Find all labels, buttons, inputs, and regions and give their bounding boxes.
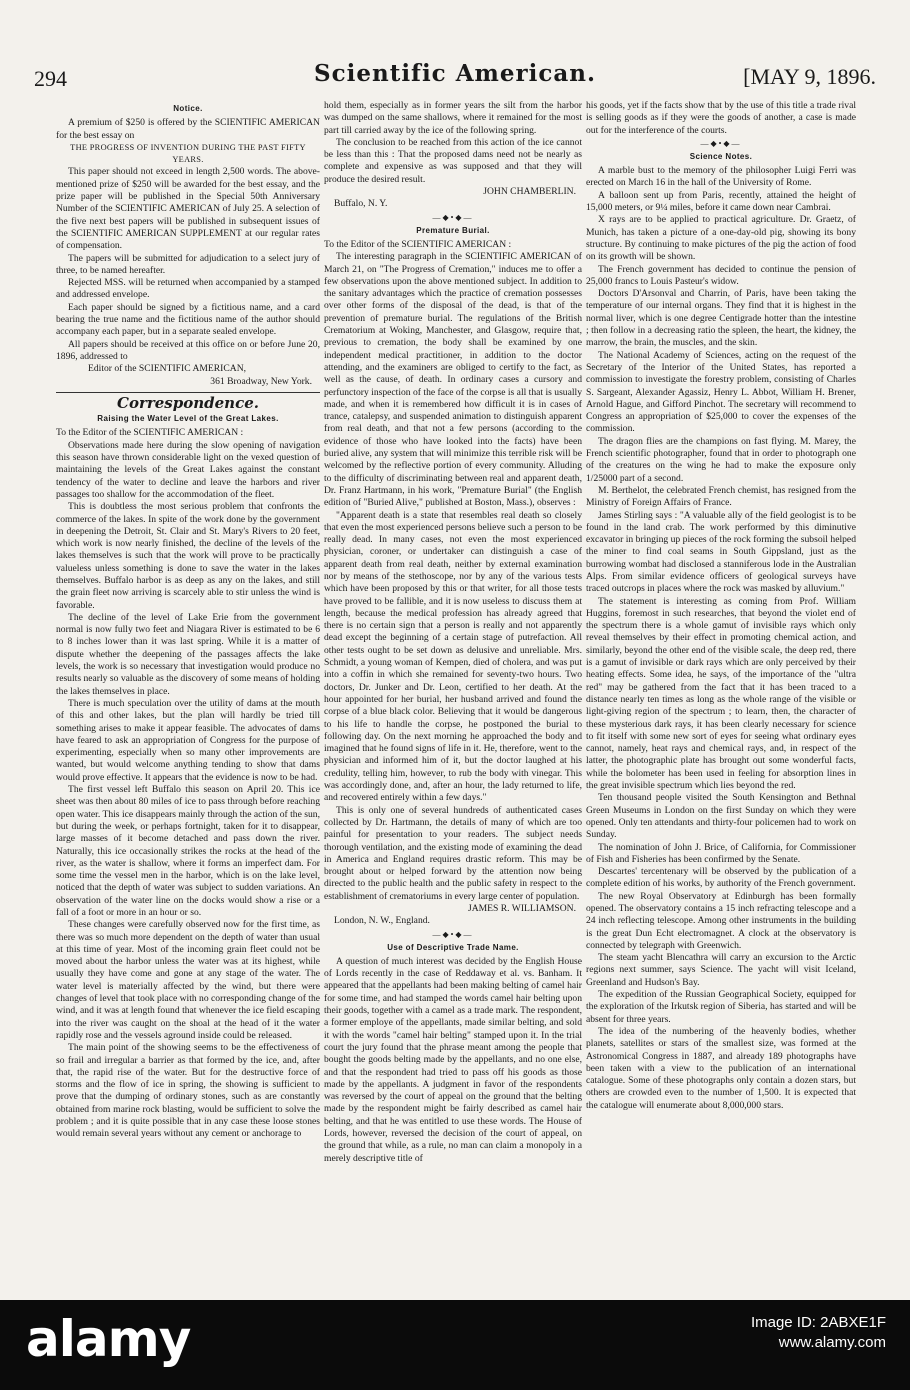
article-paragraph: These changes were carefully observed now for the first time, as there was so much more dependent on the depth of water than usual at this time of year. Most of the incoming grain fleet could not be moved about the harbor unless the water was at its highest, while usually they have come and gone at any stage of the water. The water level is materially affected by the wind, but there were changes of level that took place with no corresponding change of the wind, and it was at length found that whenever the ice field escaping into the river was caught on the shoal at the head of it the water rapidly rose and the vessels aground inside could be released. <box>56 919 321 1041</box>
note-paragraph: James Stirling says : "A valuable ally of the field geologist is to be found in the land crab. The work performed by this diminutive excavator in bringing up pieces of the rock forming the subsoil helped the miner to find coal seams in South Gippsland, just as the burrowing wombat had disclosed a stanniferous lode in the Australian Alps. From similar evidence officers of geological surveys have traced outcrops in places where the rock was masked by alluvium." <box>586 509 856 595</box>
article-paragraph: This is only one of several hundreds of authenticated cases collected by Dr. Hartmann, the details of many of which are too painful for presentation to your readers. The subject needs thorough ventilation, and the existing mode of examining the dead in America and England requires drastic reform. This may be brought about or helped forward by the attention now being directed to the public health and the public safety in respect to the establishment of crematoriums in every large center of population. <box>324 804 582 902</box>
article-paragraph: hold them, especially as in former years the silt from the harbor was dumped on the same shallows, where it remained for the most part till carried away by the ice of the following spring. <box>324 100 582 136</box>
note-paragraph: The expedition of the Russian Geographical Society, equipped for the exploration of the Irkutsk region of Siberia, has started and will be absent for three years. <box>586 989 856 1025</box>
note-paragraph: The National Academy of Sciences, acting on the request of the Secretary of the Interior of the United States, has reported a commission to investigate the forestry problem, consisting of Charles S. Sargeant, Alexander Agassiz, Henry L. Abbot, William H. Brener, Arnold Hague, and Gifford Pinchot. The secretary will recommend to Congress an appropriation of $25,000 to cover the expenses of the commission. <box>586 349 856 435</box>
article-paragraph: There is much speculation over the utility of dams at the mouth of this and other lakes, but the plan will hardly be tried till something arises to make it appear feasible. The advocates of dams have feared to ask an appropriation of Congress for the purpose of experimenting, especially when so many other improvements are wanted, but would welcome anything tending to show that dams would prove effective. It appears that the evidence is now to be had. <box>56 697 320 783</box>
note-paragraph: A balloon sent up from Paris, recently, attained the height of 15,000 meters, or 9¼ miles, before it came down near Cambrai. <box>586 189 856 214</box>
note-paragraph: The dragon flies are the champions on fast flying. M. Marey, the French scientific photographer, found that in order to photograph one of the creatures on the wing he had to make the exposure only 1/25000 part of a second. <box>586 435 856 484</box>
masthead: Scientific American. <box>313 60 597 87</box>
article-paragraph: The conclusion to be reached from this action of the ice cannot be less than this : That the proposed dams need not be nearly as complete and expensive as was supposed and that they will produce the desired result. <box>324 136 582 185</box>
article-heading: Premature Burial. <box>416 225 490 235</box>
image-id: Image ID: 2ABXE1F <box>750 1314 886 1331</box>
page-number: 294 <box>34 66 67 91</box>
note-paragraph: The French government has decided to continue the pension of 25,000 francs to Louis Pasteur's widow. <box>586 263 856 287</box>
note-paragraph: Ten thousand people visited the South Kensington and Bethnal Green Museums in London on the first Sunday on which they were opened. Only ten attendants and thirty-four policemen had to work on Sunday. <box>586 792 856 841</box>
salutation: To the Editor of the SCIENTIFIC AMERICAN : <box>324 238 512 250</box>
article-paragraph: "Apparent death is a state that resembles real death so closely that even the most experienced persons believe such a person to be really dead. In many cases, not even the most experienced physician, coroner, or undertaker can distinguish a case of apparent death from real death, neither by external examination nor by means of the stethoscope, nor by any of the various tests which have been proposed by this or that writer, for all those tests have proved to be fallible, and it is now useless to discuss them at length, because the medical profession has already agreed that there is no certain sign that a person is really and not apparently dead except the beginning of a certain stage of putrefaction. All other tests ought to be set down as delusive and unreliable. Mrs. Schmidt, a young woman of Kempen, died of cholera, and was put into a coffin in which she remained for seventy-two hours. Two doctors, Dr. Junker and Dr. Leon, certified to her death. At the hour appointed for her burial, her husband arrived and found the corpse of a blue black color. Believing that it would be dangerous to his life to handle the corpse, he postponed the burial to following day. On the next morning he approached the body and imagined that he found signs of life in it. He, therefore, went to the physician and informed him of it, but the doctor laughed at his credulity, telling him, however, to rub the body with vinegar. This was accordingly done, and, after an hour, the lady returned to life, and recovered entirely within a few days." <box>324 509 582 804</box>
page-header <box>34 58 876 92</box>
notice-heading: Notice. <box>173 104 203 113</box>
article-paragraph: The first vessel left Buffalo this season on April 20. This ice sheet was then about 80 miles of ice to pass through before reaching open water. This ice disappears mainly through the action of the sun, but during the week, or perhaps fortnight, taken for it to disappear, large masses of it become detached and pass down the river. Naturally, this ice occasionally strikes the rocks at the head of the river, as the water is shallow, where it forms an imperfect dam. For some time the vessel men in the harbor, which is on the lake level, noticed that the depth of water was subject to sudden variations. An observation of the water line on the docks would show a rise or a fall of a foot or more in an hour or so. <box>56 784 320 918</box>
section-rule <box>56 392 320 393</box>
note-paragraph: Descartes' tercentenary will be observed by the publication of a complete edition of his works, by authority of the French government. <box>586 866 856 890</box>
article-paragraph: This is doubtless the most serious problem that confronts the commerce of the lakes. In spite of the work done by the government in deepening the Detroit, St. Clair and St. Mary's Rivers to 20 feet, which work is now nearly finished, the decline of the levels of the lakes themselves is such that the work will prove to be practically valueless unless something is done to save the water in the lakes themselves. Buffalo harbor is as deep as any on the lakes, and still the grain fleet now arriving is scarcely able to stir unless the wind is favorable. <box>56 501 320 611</box>
notice-paragraph: The papers will be submitted for adjudication to a select jury of three, to be named hereafter. <box>56 252 320 276</box>
notice-paragraph: This paper should not exceed in length 2,500 words. The above-mentioned prize of $250 will be awarded for the best essay, and the prize paper will be published in the Special 50th Anniversary Number of the SCIENTIFIC AMERICAN of July 25. A selection of the five next best papers will be published in subsequent issues of the SCIENTIFIC AMERICAN SUPPLEMENT at our regular rates of compensation. <box>56 166 320 252</box>
notice-address: 361 Broadway, New York. <box>210 375 312 387</box>
column-3 <box>586 100 856 1112</box>
notice-address: Editor of the SCIENTIFIC AMERICAN, <box>88 363 247 375</box>
column-2 <box>324 100 582 1165</box>
note-paragraph: The statement is interesting as coming from Prof. William Huggins, foremost in such researches, that beyond the violet end of the spectrum there is a whole gamut of invisible rays which only reveal themselves by their effect in promoting chemical action, and similarly, beyond the other end of the visible scale, the deep red, there is a gamut of invisible or dark rays which are only perceived by their heating effects. Some idea, he says, of the importance of the "ultra red" may be gathered from the fact that it has been traced to a distance nearly ten times as long as the whole range of the visible or light-giving region of the spectrum ; to learn, then, the character of these mysterious dark rays, it has been clearly necessary for science to fit itself with some new sort of eyes for seeing what ordinary eyes cannot, namely, heat rays and chemical rays, and, in respect of the latter, the photographic plate has brought out some wonderful facts, while the bolometer has been used in feeling for absorption lines in the great invisible spectrum which lies beyond the red. <box>586 595 856 792</box>
note-paragraph: The nomination of John J. Brice, of California, for Commissioner of Fish and Fisheries has been confirmed by the Senate. <box>586 841 856 865</box>
article-paragraph: The main point of the showing seems to be the effectiveness of so frail and irregular a barrier as that formed by the ice, and, after that, the rapid rise of the water. But for the destructive force of storms and the flow of ice in spring, the showing is sufficient to prove that the dumping of ordinary stones, such as are constantly obtained from marine rock blasting, would be sufficient to solve the problem ; and it is quite possible that in any case these loose stones would remain several years without any cement or anchorage to <box>56 1042 320 1140</box>
issue-date: [MAY 9, 1896. <box>743 64 876 89</box>
letter-signature: JOHN CHAMBERLIN. <box>483 186 576 198</box>
ornament-divider: —◆•◆— <box>432 212 474 222</box>
essay-title: THE PROGRESS OF INVENTION DURING THE PAST FIFTY YEARS. <box>70 142 306 165</box>
article-paragraph: his goods, yet if the facts show that by the use of this title a trade rival is selling goods as if they were the goods of another, a case is made out for the interference of the courts. <box>586 100 856 136</box>
article-paragraph: Observations made here during the slow opening of navigation this season have thrown considerable light on the vexed question of maintaining the levels of the Great Lakes against the constant tendency of the water to decline and leave the harbors and river passages too shallow for the accommodation of the fleet. <box>56 439 320 500</box>
letter-location: Buffalo, N. Y. <box>334 198 388 210</box>
notice-paragraph: Each paper should be signed by a fictitious name, and a card bearing the true name and the fictitious name of the author should accompany each paper, but in a separate sealed envelope. <box>56 301 320 338</box>
stock-url: www.alamy.com <box>778 1334 886 1351</box>
notice-paragraph: All papers should be received at this office on or before June 20, 1896, addressed to <box>56 338 320 362</box>
salutation: To the Editor of the SCIENTIFIC AMERICAN : <box>56 427 244 439</box>
column-1 <box>56 100 320 1141</box>
ornament-divider: —◆•◆— <box>432 929 474 939</box>
article-heading: Use of Descriptive Trade Name. <box>387 942 519 952</box>
notice-paragraph: Rejected MSS. will be returned when accompanied by a stamped and addressed envelope. <box>56 277 320 301</box>
ornament-divider: —◆•◆— <box>700 138 742 148</box>
article-heading: Raising the Water Level of the Great Lakes. <box>97 414 279 424</box>
article-paragraph: The interesting paragraph in the SCIENTIFIC AMERICAN of March 21, on "The Progress of Cremation," induces me to offer a few observations upon the above mentioned subject. In addition to the sanitary advantages which the practice of cremation possesses over other forms of the disposal of the dead, is that of the prevention of premature burial. The regulations of the British Crematorium at Woking, Manchester, and Glasgow, require that, previous to cremation, the body shall be examined by one independent medical practitioner, in addition to the doctor attending, and the examiners are obliged to certify to the fact, as well as the cause, of death. In ordinary cases a cursory and perfunctory inspection of the face of the corpse is all that is usually made, and when it is remembered how difficult it is in cases of trance, catalepsy, and suspended animation to distinguish apparent from real death, and that not a few persons (according to the evidence of those who have looked into the facts) have been buried alive, any system that will minimize this terrible risk will be welcomed by the reflective portion of every community. Alluding to the difficulty of discriminating between real and apparent death, Dr. Franz Hartmann, in his work, "Premature Burial" (the English edition of "Buried Alive," published at Boston, Mass.), observes : <box>324 251 582 509</box>
letter-signature: JAMES R. WILLIAMSON. <box>467 903 576 914</box>
letter-location: London, N. W., England. <box>334 915 430 927</box>
note-paragraph: Doctors D'Arsonval and Charrin, of Paris, have been taking the temperature of our internal organs. They find that it is highest in the normal liver, which is one degree Centigrade hotter than the intestine ; then follow in a decreasing ratio the spleen, the heart, the kidney, the marrow, the brain, the muscles, and the skin. <box>586 288 856 349</box>
note-paragraph: The new Royal Observatory at Edinburgh has been formally opened. The observatory contains a 15 inch refracting telescope and a 24 inch reflecting telescope. Among other instruments in the building is the great Dun Echt electromagnet. A clock at the observatory is connected by telegraph with Greenwich. <box>586 890 856 951</box>
article-heading: Science Notes. <box>689 151 753 161</box>
correspondence-heading: Correspondence. <box>117 393 259 412</box>
stock-watermark-bar <box>0 1300 910 1390</box>
note-paragraph: A marble bust to the memory of the philosopher Luigi Ferri was erected on March 16 in the hall of the University of Rome. <box>586 165 856 189</box>
note-paragraph: The idea of the numbering of the heavenly bodies, whether planets, satellites or stars of the smallest size, was formed at the Astronomical Congress in 1887, and already 189 photographs have been taken with a view to the publication of an international catalogue. Some of these photographs only contain a dozen stars, but others are crowded even to the number of 1,500. It is expected that the catalogue will enumerate about 8,000,000 stars. <box>586 1025 856 1111</box>
article-paragraph: The decline of the level of Lake Erie from the government normal is now fully two feet and Niagara River is estimated to be 6 to 8 inches lower than it was last spring. While it is a matter of dispute whether the deepening of the passages affects the lake levels, the work is so necessary that investigation would produce no results nearly so valuable as the discovery of some means of holding the lakes themselves in place. <box>56 611 320 697</box>
alamy-logo: alamy <box>26 1310 191 1368</box>
article-paragraph: A question of much interest was decided by the English House of Lords recently in the case of Reddaway et al. vs. Banham. It appeared that the appellants had been making belting of camel hair for some time, and had stamped the words camel hair belting upon their goods, together with a camel as a trade mark. The respondent, a former employe of the appellants, made similar belting, and sold it with the words "camel hair belting" stamped upon it. In the trial court the jury found that the phrase meant among the people that bought the goods belting made by the appellants, and no one else, and that the respondent had tried to pass off his goods as those made by the appellants. A judgment in favor of the respondents was reversed by the court of appeal on the ground that the belting made by the respondent might be fairly described as camel hair belting, and that he was entitled to use these words. The House of Lords, however, reversed the decision of the court of appeal, on the ground that while, as a rule, no man can claim a monopoly in a merely descriptive title of <box>324 955 582 1164</box>
note-paragraph: The steam yacht Blencathra will carry an excursion to the Arctic regions next summer, says Science. The yacht will visit Iceland, Greenland and Hudson's Bay. <box>586 952 856 988</box>
notice-paragraph: A premium of $250 is offered by the SCIENTIFIC AMERICAN for the best essay on <box>56 117 320 141</box>
note-paragraph: M. Berthelot, the celebrated French chemist, has resigned from the Ministry of Foreign Affairs of France. <box>586 484 856 509</box>
note-paragraph: X rays are to be applied to practical agriculture. Dr. Graetz, of Munich, has taken a picture of a one-day-old pig, showing its bony structure. By continuing to make pictures of the pig the action of food on its growth will be shown. <box>586 214 856 263</box>
